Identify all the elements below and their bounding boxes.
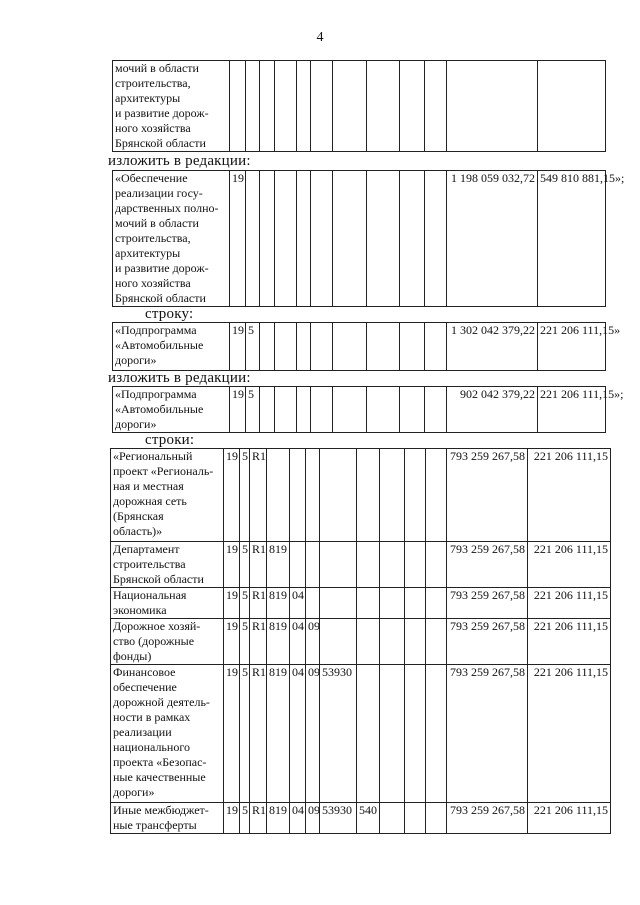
row-description: Иные межбюджет- ные трансферты — [111, 803, 224, 834]
table-row — [113, 61, 606, 152]
table-row: Дорожное хозяй- ство (дорожные фонды) 19 5 R1 819 04 09 793 259 267,58 221 206 111,15 — [111, 619, 611, 665]
instruction-caption: изложить в редакции: — [108, 370, 251, 386]
budget-table-main-new — [112, 170, 625, 307]
instruction-caption: строку: — [145, 306, 194, 322]
budget-table-subprogram-old — [112, 322, 621, 371]
row-description: Национальная экономика — [111, 588, 224, 619]
budget-table-regional-project — [110, 448, 611, 834]
budget-table-continuation — [112, 60, 606, 152]
instruction-caption: изложить в редакции: — [108, 153, 251, 169]
table-row: «Подпрограмма «Автомобильные дороги» 19 5 1 302 042 379,22 221 206 111,15» — [113, 323, 606, 371]
row-description: «Подпрограмма «Автомобильные дороги» — [113, 323, 230, 371]
instruction-caption: строки: — [145, 432, 195, 448]
row-description: мочий в области строительства, архитектуры и развитие дорож- ного хозяйства Брянской области — [113, 61, 230, 152]
row-description: «Обеспечение реализации госу- дарственных полно- мочий в области строительства, архитектуры и развитие дорож- ного хозяйства Брянской области — [113, 171, 230, 307]
row-description: «Региональный проект «Региональ- ная и местная дорожная сеть (Брянская область)» — [111, 449, 224, 542]
table-row: Национальная экономика 19 5 R1 819 04 793 259 267,58 221 206 111,15 — [111, 588, 611, 619]
table-row: Иные межбюджет- ные трансферты 19 5 R1 819 04 09 53930 540 793 259 267,58 221 206 111,15 — [111, 803, 611, 834]
row-description: «Подпрограмма «Автомобильные дороги» — [113, 387, 230, 433]
page-number: 4 — [316, 30, 324, 45]
table-row: «Подпрограмма «Автомобильные дороги» 19 5 902 042 379,22 221 206 111,15»; — [113, 387, 606, 433]
table-row: Департамент строительства Брянской области 19 5 R1 819 793 259 267,58 221 206 111,15 — [111, 542, 611, 588]
row-description: Департамент строительства Брянской области — [111, 542, 224, 588]
row-description: Финансовое обеспечение дорожной деятель- ности в рамках реализации национального проекта «Безопас- ные качественные дороги» — [111, 665, 224, 803]
row-description: Дорожное хозяй- ство (дорожные фонды) — [111, 619, 224, 665]
budget-table-subprogram-new — [112, 386, 624, 433]
table-row: «Региональный проект «Региональ- ная и местная дорожная сеть (Брянская область)» 19 5 R1 793 259 267,58 221 206 111,15 — [111, 449, 611, 542]
table-row: «Обеспечение реализации госу- дарственных полно- мочий в области строительства, архитектуры и развитие дорож- ного хозяйства Брянской области 19 1 198 059 032,72 549 810 881,15»; — [113, 171, 606, 307]
table-row: Финансовое обеспечение дорожной деятель- ности в рамках реализации национального проекта «Безопас- ные качественные дороги» 19 5 R1 819 04 09 53930 793 259 267,58 221 206 111,15 — [111, 665, 611, 803]
